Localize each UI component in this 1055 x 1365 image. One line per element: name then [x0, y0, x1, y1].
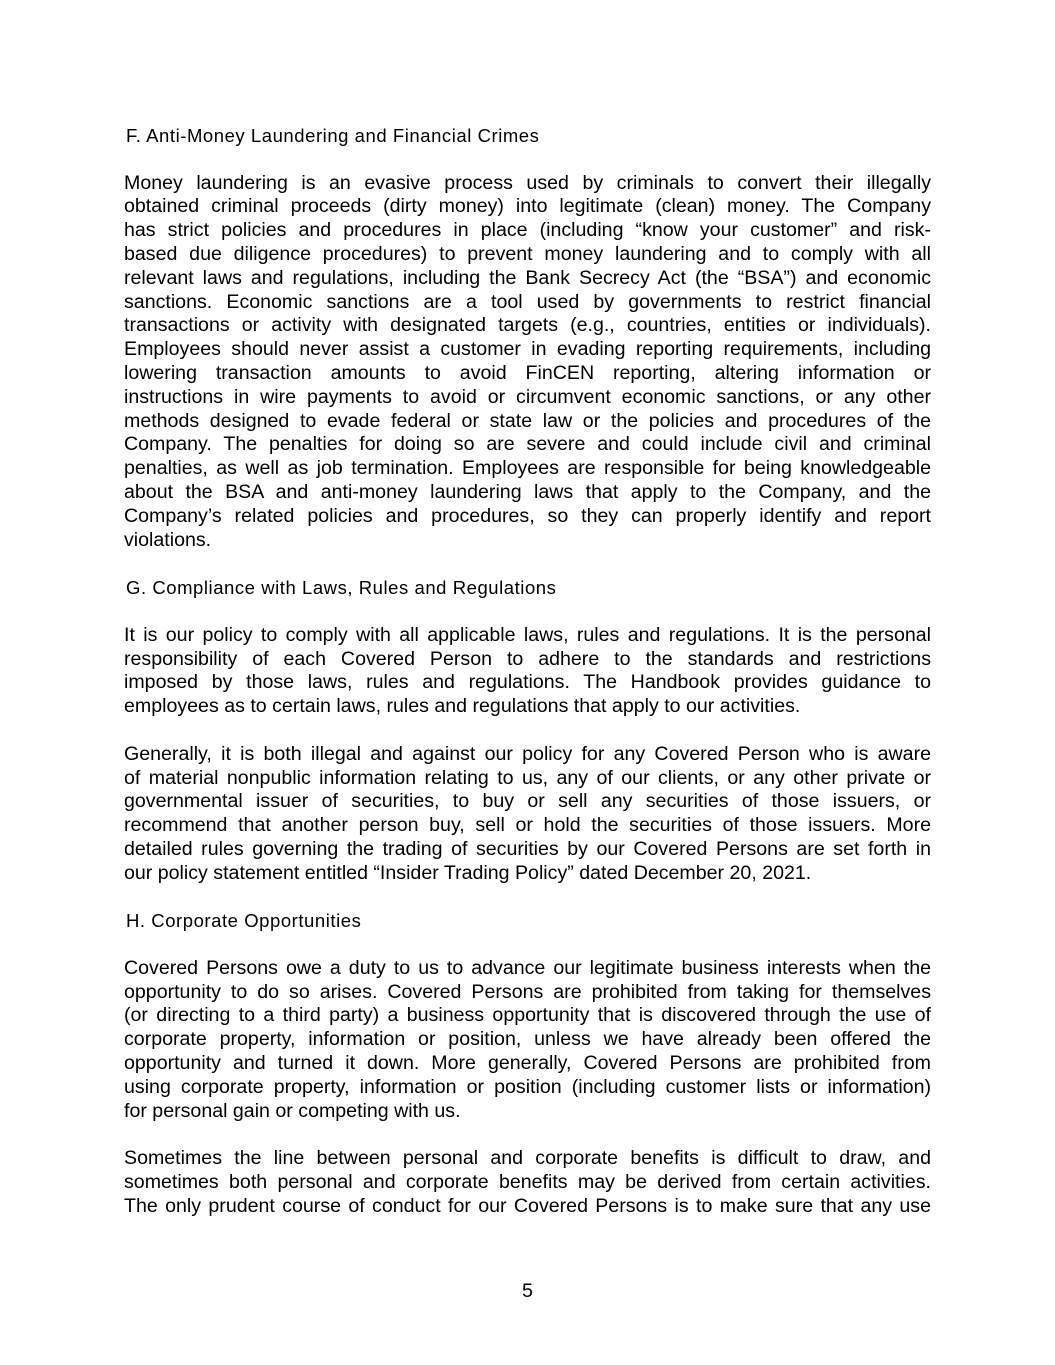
- text-line: detailed rules governing the trading of securities by our Covered Persons are set forth in: [124, 837, 931, 860]
- text-line: relevant laws and regulations, including the Bank Secrecy Act (the “BSA”) and economic: [124, 266, 931, 289]
- document-body: [124, 124, 931, 1242]
- section: [124, 576, 931, 885]
- text-line: (or directing to a third party) a business opportunity that is discovered through the use of: [124, 1004, 931, 1027]
- paragraph: [124, 1147, 931, 1218]
- section-heading: G. Compliance with Laws, Rules and Regulations: [126, 577, 557, 599]
- section-heading: H. Corporate Opportunities: [126, 910, 362, 932]
- text-line: It is our policy to comply with all applicable laws, rules and regulations. It is the personal: [124, 623, 931, 646]
- text-line: The only prudent course of conduct for our Covered Persons is to make sure that any use: [124, 1194, 931, 1217]
- text-line: Sometimes the line between personal and corporate benefits is difficult to draw, and: [124, 1147, 931, 1170]
- paragraph: [124, 624, 931, 719]
- text-line: about the BSA and anti-money laundering laws that apply to the Company, and the: [124, 480, 931, 503]
- text-line: governmental issuer of securities, to buy or sell any securities of those issuers, or: [124, 790, 931, 813]
- paragraph: [124, 172, 931, 553]
- text-line: imposed by those laws, rules and regulations. The Handbook provides guidance to: [124, 671, 931, 694]
- text-line: has strict policies and procedures in place (including “know your customer” and risk-: [124, 219, 931, 242]
- text-line: of material nonpublic information relating to us, any of our clients, or any other private or: [124, 766, 931, 789]
- text-line: Covered Persons owe a duty to us to advance our legitimate business interests when the: [124, 956, 931, 979]
- text-line: methods designed to evade federal or state law or the policies and procedures of the: [124, 409, 931, 432]
- text-line: for personal gain or competing with us.: [124, 1099, 461, 1122]
- text-line: sanctions. Economic sanctions are a tool used by governments to restrict financial: [124, 290, 931, 313]
- paragraph: [124, 743, 931, 886]
- text-line: based due diligence procedures) to prevent money laundering and to comply with all: [124, 242, 931, 265]
- text-line: Money laundering is an evasive process used by criminals to convert their illegally: [124, 171, 931, 194]
- text-line: violations.: [124, 528, 212, 551]
- text-line: instructions in wire payments to avoid or circumvent economic sanctions, or any other: [124, 385, 931, 408]
- section: [124, 124, 931, 552]
- page-number: 5: [522, 1280, 533, 1302]
- text-line: transactions or activity with designated targets (e.g., countries, entities or individuals).: [124, 314, 931, 337]
- text-line: Generally, it is both illegal and against our policy for any Covered Person who is aware: [124, 742, 931, 765]
- text-line: corporate property, information or position, unless we have already been offered the: [124, 1028, 931, 1051]
- text-line: recommend that another person buy, sell or hold the securities of those issuers. More: [124, 814, 931, 837]
- text-line: responsibility of each Covered Person to adhere to the standards and restrictions: [124, 647, 931, 670]
- text-line: opportunity to do so arises. Covered Persons are prohibited from taking for themselves: [124, 980, 931, 1003]
- text-line: Company’s related policies and procedures, so they can properly identify and report: [124, 504, 931, 527]
- section-heading: F. Anti-Money Laundering and Financial Crimes: [126, 125, 540, 146]
- text-line: Company. The penalties for doing so are severe and could include civil and criminal: [124, 433, 931, 456]
- text-line: using corporate property, information or position (including customer lists or information): [124, 1075, 931, 1098]
- text-line: opportunity and turned it down. More generally, Covered Persons are prohibited from: [124, 1052, 931, 1075]
- text-line: penalties, as well as job termination. Employees are responsible for being knowledgeable: [124, 457, 931, 480]
- paragraph: [124, 957, 931, 1124]
- text-line: our policy statement entitled “Insider Trading Policy” dated December 20, 2021.: [124, 861, 812, 884]
- text-line: lowering transaction amounts to avoid FinCEN reporting, altering information or: [124, 361, 931, 384]
- text-line: sometimes both personal and corporate benefits may be derived from certain activities.: [124, 1171, 931, 1194]
- text-line: Employees should never assist a customer in evading reporting requirements, including: [124, 338, 931, 361]
- text-line: obtained criminal proceeds (dirty money) into legitimate (clean) money. The Company: [124, 195, 931, 218]
- section: [124, 909, 931, 1218]
- text-line: employees as to certain laws, rules and regulations that apply to our activities.: [124, 695, 801, 718]
